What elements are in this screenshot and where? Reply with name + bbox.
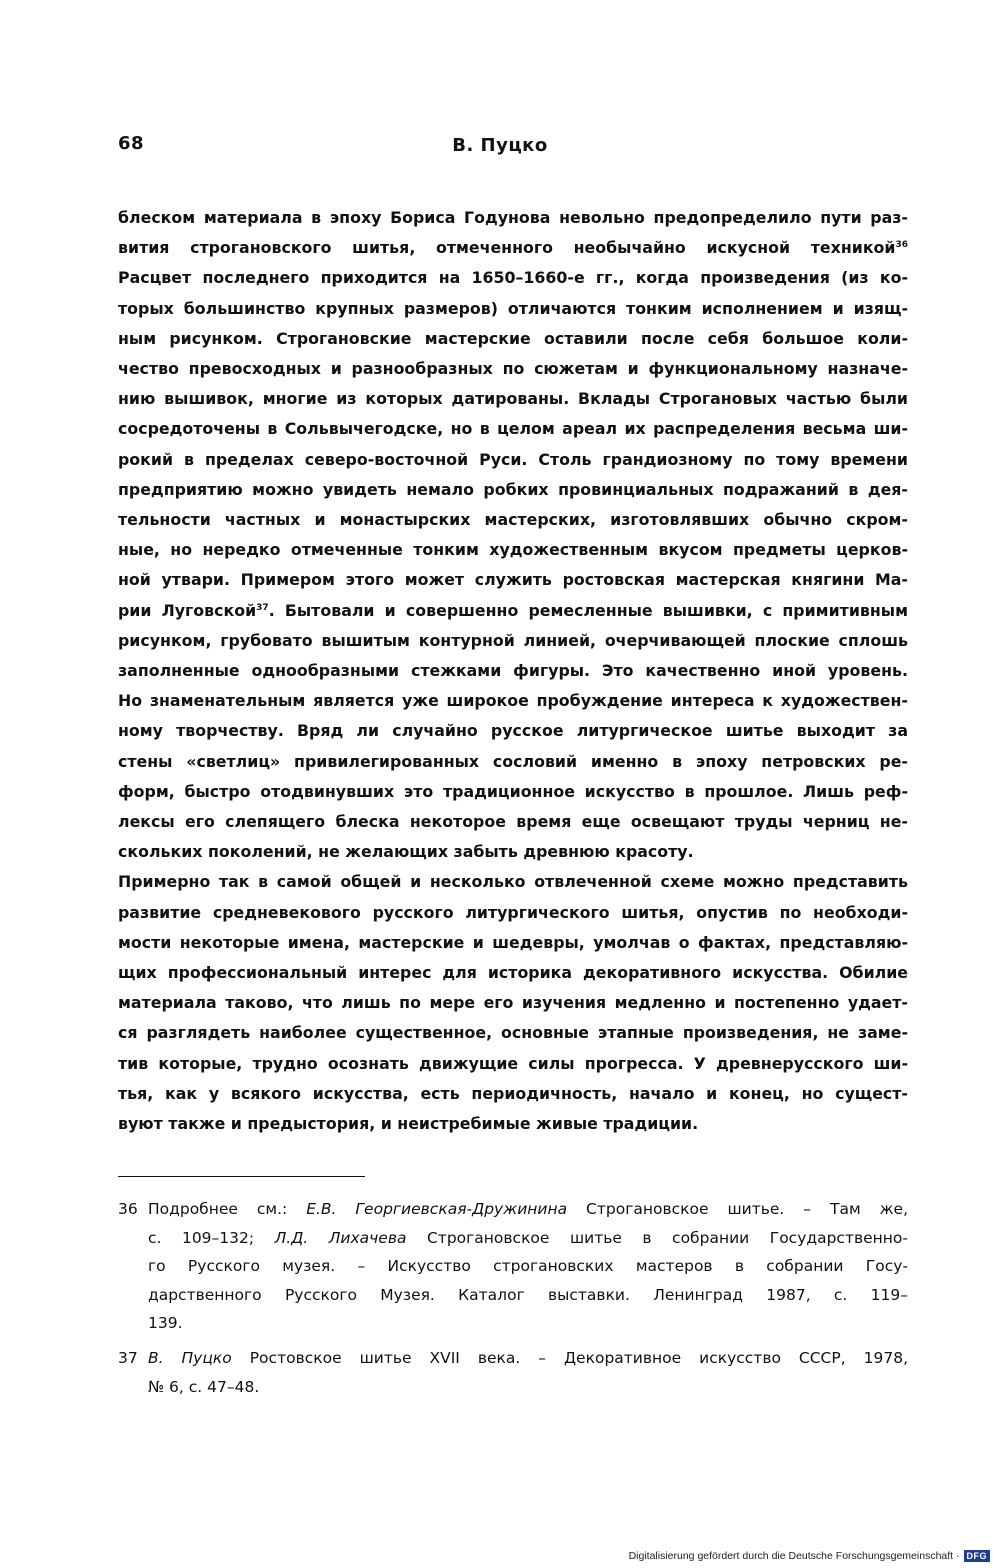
body-line	[118, 294, 908, 324]
footnote-number: 37	[118, 1348, 138, 1367]
body-line	[118, 747, 908, 777]
body-line	[118, 233, 908, 263]
body-line-text: ные, но нередко отмеченные тонким художественным вкусом предметы церков-	[118, 540, 908, 560]
body-line	[118, 324, 908, 354]
body-line	[118, 596, 908, 626]
body-line-text: нию вышивок, многие из которых датированы. Вклады Строгановых частью были	[118, 389, 908, 409]
body-line	[118, 1079, 908, 1109]
body-line-text: рокий в пределах северо-восточной Руси. Столь грандиозному по тому времени	[118, 449, 908, 469]
footnote	[118, 1344, 908, 1401]
body-line-text: вуют также и предыстория, и неистребимые живые традиции.	[118, 1114, 699, 1134]
footnote-line	[148, 1252, 908, 1281]
footnote-ref: 36	[895, 240, 908, 251]
body-line-text: Примерно так в самой общей и несколько отвлеченной схеме можно представить	[118, 872, 908, 892]
body-line	[118, 475, 908, 505]
running-head: В. Пуцко	[452, 135, 548, 156]
footnote-line	[148, 1195, 908, 1224]
body-line	[118, 203, 908, 233]
footnote-text: Подробнее см.:	[148, 1200, 307, 1218]
body-line-text: рии Луговской	[118, 600, 257, 620]
footnote-text: го Русского музея. – Искусство строгановских мастеров в собрании Госу-	[148, 1257, 908, 1276]
footnote-author: В. Пуцко	[148, 1348, 232, 1367]
footnote-author: Е.В. Георгиевская-Дружинина	[306, 1200, 568, 1218]
footnote-number: 36	[118, 1200, 138, 1218]
body-line	[118, 867, 908, 897]
body-line	[118, 445, 908, 475]
body-line	[118, 565, 908, 595]
footnote-text: 139.	[148, 1314, 183, 1333]
footnote-text: № 6, с. 47–48.	[148, 1377, 260, 1396]
footnote-rule	[118, 1176, 365, 1177]
body-text	[118, 203, 908, 1139]
footnote-text: Строгановское шитье. – Там же,	[567, 1200, 908, 1218]
body-line-text: Расцвет последнего приходится на 1650–1660-е гг., когда произведения (из ко-	[118, 268, 908, 288]
body-line	[118, 1109, 908, 1139]
body-line-text: чество превосходных и разнообразных по сюжетам и функциональному назначе-	[118, 359, 908, 379]
body-line	[118, 988, 908, 1018]
body-line-text: вития строгановского шитья, отмеченного необычайно искусной техникой	[118, 238, 896, 258]
body-line	[118, 535, 908, 565]
footnote-author: Л.Д. Лихачева	[274, 1228, 407, 1247]
body-line	[118, 1049, 908, 1079]
footnote-line	[148, 1281, 908, 1310]
body-line-text: лексы его слепящего блеска некоторое время еще освещают труды черниц не-	[118, 812, 908, 832]
footnote	[118, 1195, 908, 1338]
body-line	[118, 384, 908, 414]
body-line-text: развитие средневекового русского литургического шитья, опустив по необходи-	[118, 902, 908, 922]
body-line	[118, 1018, 908, 1048]
body-line-text: ной утвари. Примером этого может служить ростовская мастерская княгини Ма-	[118, 570, 908, 590]
footnote-ref: 37	[256, 602, 269, 613]
body-line	[118, 898, 908, 928]
body-line-text: предприятию можно увидеть немало робких провинциальных подражаний в дея-	[118, 479, 908, 499]
body-line	[118, 716, 908, 746]
body-line-text: стены «светлиц» привилегированных сословий именно в эпоху петровских ре-	[118, 751, 908, 771]
body-line	[118, 626, 908, 656]
body-line-text: блеском материала в эпоху Бориса Годунова невольно предопределило пути раз-	[118, 208, 908, 227]
body-line-text: сосредоточены в Сольвычегодске, но в целом ареал их распределения весьма ши-	[118, 419, 908, 439]
body-line-text: форм, быстро отодвинувших это традиционное искусство в прошлое. Лишь реф-	[118, 781, 908, 801]
body-line	[118, 354, 908, 384]
body-line	[118, 958, 908, 988]
body-line-text: материала таково, что лишь по мере его изучения медленно и постепенно удает-	[118, 993, 908, 1013]
body-line-text: скольких поколений, не желающих забыть древнюю красоту.	[118, 842, 694, 862]
body-line	[118, 505, 908, 535]
body-line-text: тельности частных и монастырских мастерских, изготовлявших обычно скром-	[118, 510, 908, 530]
footnote-text: Строгановское шитье в собрании Государственно-	[406, 1228, 908, 1247]
body-line-text: тив которые, трудно осознать движущие силы прогресса. У древнерусского ши-	[118, 1053, 908, 1073]
footnote-line	[148, 1373, 908, 1402]
body-line	[118, 263, 908, 293]
footnotes	[118, 1195, 908, 1407]
body-line	[118, 686, 908, 716]
body-line	[118, 414, 908, 444]
body-line	[118, 777, 908, 807]
body-line-text: щих профессиональный интерес для историка декоративного искусства. Обилие	[118, 963, 908, 983]
footnote-line	[148, 1309, 908, 1338]
body-line	[118, 928, 908, 958]
body-line-text: ному творчеству. Вряд ли случайно русское литургическое шитье выходит за	[118, 721, 908, 741]
footnote-text: Ростовское шитье XVII века. – Декоративное искусство СССР, 1978,	[231, 1348, 908, 1367]
dfg-attribution	[629, 1550, 990, 1562]
body-line-text: заполненные однообразными стежками фигуры. Это качественно иной уровень.	[118, 661, 908, 681]
body-line	[118, 807, 908, 837]
footnote-line	[148, 1344, 908, 1373]
body-line-text: мости некоторые имена, мастерские и шедевры, умолчав о фактах, представляю-	[118, 932, 908, 952]
body-line-text: . Бытовали и совершенно ремесленные вышивки, с примитивным	[268, 600, 908, 620]
footnote-line	[148, 1224, 908, 1253]
body-line-text: тья, как у всякого искусства, есть периодичность, начало и конец, но сущест-	[118, 1083, 908, 1103]
body-line-text: торых большинство крупных размеров) отличаются тонким исполнением и изящ-	[118, 298, 908, 318]
body-line-text: рисунком, грубовато вышитым контурной линией, очерчивающей плоские сплошь	[118, 630, 908, 650]
page-number: 68	[118, 133, 145, 154]
dfg-logo: DFG	[964, 1550, 991, 1562]
footnote-text: дарственного Русского Музея. Каталог выставки. Ленинград 1987, с. 119–	[148, 1285, 908, 1304]
body-line-text: Но знаменательным является уже широкое пробуждение интереса к художествен-	[118, 691, 908, 711]
body-line-text: ся разглядеть наиболее существенное, основные этапные произведения, не заме-	[118, 1023, 908, 1043]
body-line-text: ным рисунком. Строгановские мастерские оставили после себя большое коли-	[118, 328, 908, 348]
body-line	[118, 837, 908, 867]
footnote-text: с. 109–132;	[148, 1228, 275, 1247]
dfg-text: Digitalisierung gefördert durch die Deutsche Forschungsgemeinschaft ·	[628, 1550, 960, 1562]
body-line	[118, 656, 908, 686]
